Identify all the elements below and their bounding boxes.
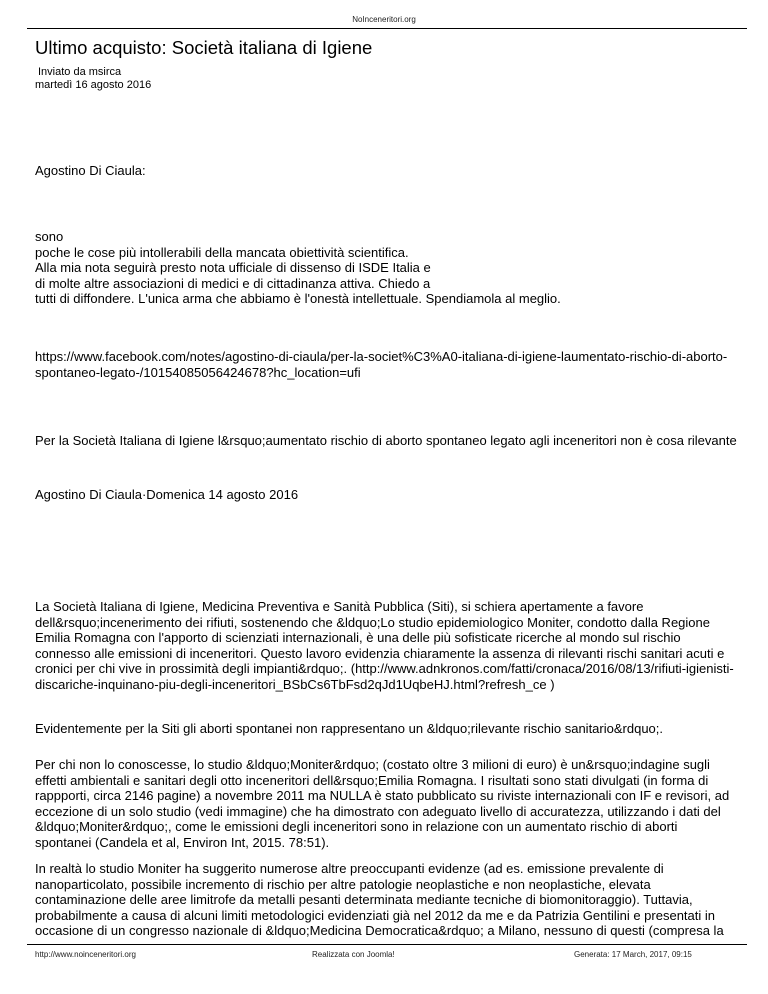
paragraph-2: Evidentemente per la Siti gli aborti spontanei non rappresentano un &ldquo;rilevante rischio sanitario&rdquo;. — [35, 721, 663, 736]
paragraph-line: eccezione di un solo studio (vedi immagine) che ha dimostrato con adeguato livello di accuratezza, utilizzando i dati del — [35, 803, 721, 819]
paragraph-line: contaminazione delle aree limitrofe da metalli pesanti determinata mediante tecniche di biomonitoraggio). Tuttavia, — [35, 892, 693, 907]
paragraph-line: dell&rsquo;incenerimento dei rifiuti, sostenendo che &ldquo;Lo studio epidemiologico Moniter, condotto dalla Regione — [35, 614, 710, 630]
source-link-line[interactable]: spontaneo-legato-/10154085056424678?hc_location=ufi — [35, 364, 361, 380]
paragraph-line: discariche-inquinano-piu-degli-inceneritori_BSbCs6TbFsd2qJd1UqbeHJ.html?refresh_ce ) — [35, 676, 555, 692]
paragraph-3 — [35, 757, 743, 850]
paragraph-line: Per chi non lo conoscesse, lo studio &ldquo;Moniter&rdquo; (costato oltre 3 milioni di euro) è un&rsquo;indagine sugli — [35, 757, 710, 772]
footer-generated-date: Generata: 17 March, 2017, 09:15 — [574, 950, 692, 959]
note-title: Per la Società Italiana di Igiene l&rsquo;aumentato rischio di aborto spontaneo legato agli inceneritori non è cosa rilevante — [35, 433, 737, 448]
paragraph-line: effetti ambientali e sanitari degli otto inceneritori dell&rsquo;Emilia Romagna. I risultati sono stati divulgati (in forma di — [35, 772, 709, 788]
paragraph-line: nanoparticolato, possibile incremento di rischio per altre patologie neoplastiche e non neoplastiche, elevata — [35, 876, 651, 892]
intro-line: Alla mia nota seguirà presto nota ufficiale di dissenso di ISDE Italia e — [35, 260, 431, 275]
intro-line: di molte altre associazioni di medici e di cittadinanza attiva. Chiedo a — [35, 275, 431, 291]
header-divider — [27, 28, 747, 29]
source-link-line[interactable]: https://www.facebook.com/notes/agostino-di-ciaula/per-la-societ%C3%A0-italiana-di-igiene-laumentato-rischio-di-aborto- — [35, 349, 728, 364]
article-author: Inviato da msirca — [38, 66, 122, 78]
paragraph-line: rappporti, circa 2146 pagine) a novembre 2011 ma NULLA è stato pubblicato su riviste internazionali con IF e revisori, ad — [35, 788, 730, 803]
article-title: Ultimo acquisto: Società italiana di Igiene — [35, 37, 373, 58]
paragraph-line: Emilia Romagna con l'apporto di scienziati internazionali, è una delle più sofisticate ricerche al mondo sul rischio — [35, 630, 681, 645]
paragraph-4 — [35, 861, 743, 939]
intro-line: tutti di diffondere. L'unica arma che abbiamo è l'onestà intellettuale. Spendiamola al meglio. — [35, 291, 561, 306]
source-link[interactable] — [35, 349, 743, 380]
note-byline: Agostino Di Ciaula·Domenica 14 agosto 2016 — [35, 487, 299, 502]
footer-credit: Realizzata con Joomla! — [312, 950, 395, 959]
intro-line: poche le cose più intollerabili della mancata obiettività scientifica. — [35, 244, 409, 260]
intro-line: sono — [35, 229, 64, 244]
paragraph-line: connesso alle emissioni di inceneritori. Questo lavoro evidenzia chiaramente la assenza di rilevanti rischi sanitari acuti e — [35, 645, 725, 661]
paragraph-line: cronici per chi vive in prossimità degli impianti&rdquo;. (http://www.adnkronos.com/fatti/cronaca/2016/08/13/rifiuti-igienisti- — [35, 661, 734, 676]
paragraph-line: In realtà lo studio Moniter ha suggerito numerose altre preoccupanti evidenze (ad es. emissione prevalente di — [35, 861, 664, 876]
paragraph-line: occasione di un congresso nazionale di &ldquo;Medicina Democratica&rdquo; a Milano, nessuno di questi (compresa la — [35, 923, 724, 938]
article-date: martedì 16 agosto 2016 — [35, 79, 152, 91]
paragraph-line: spontanei (Candela et al, Environ Int, 2015. 78:51). — [35, 834, 330, 850]
intro-paragraph — [35, 229, 743, 307]
paragraph-line: &ldquo;Moniter&rdquo;, come le emissioni degli inceneritori sono in relazione con un aumentato rischio di aborti — [35, 819, 678, 834]
paragraph-1 — [35, 599, 743, 692]
footer-site-link[interactable]: http://www.noinceneritori.org — [35, 950, 136, 959]
paragraph-line: probabilmente a causa di alcuni limiti metodologici evidenziati già nel 2012 da me e da Patrizia Gentilini e presentati in — [35, 907, 715, 923]
site-header: NoInceneritori.org — [352, 15, 416, 24]
paragraph-line: La Società Italiana di Igiene, Medicina Preventiva e Sanità Pubblica (Siti), si schiera apertamente a favore — [35, 599, 644, 614]
footer-divider — [27, 944, 747, 945]
speaker-label: Agostino Di Ciaula: — [35, 163, 146, 178]
